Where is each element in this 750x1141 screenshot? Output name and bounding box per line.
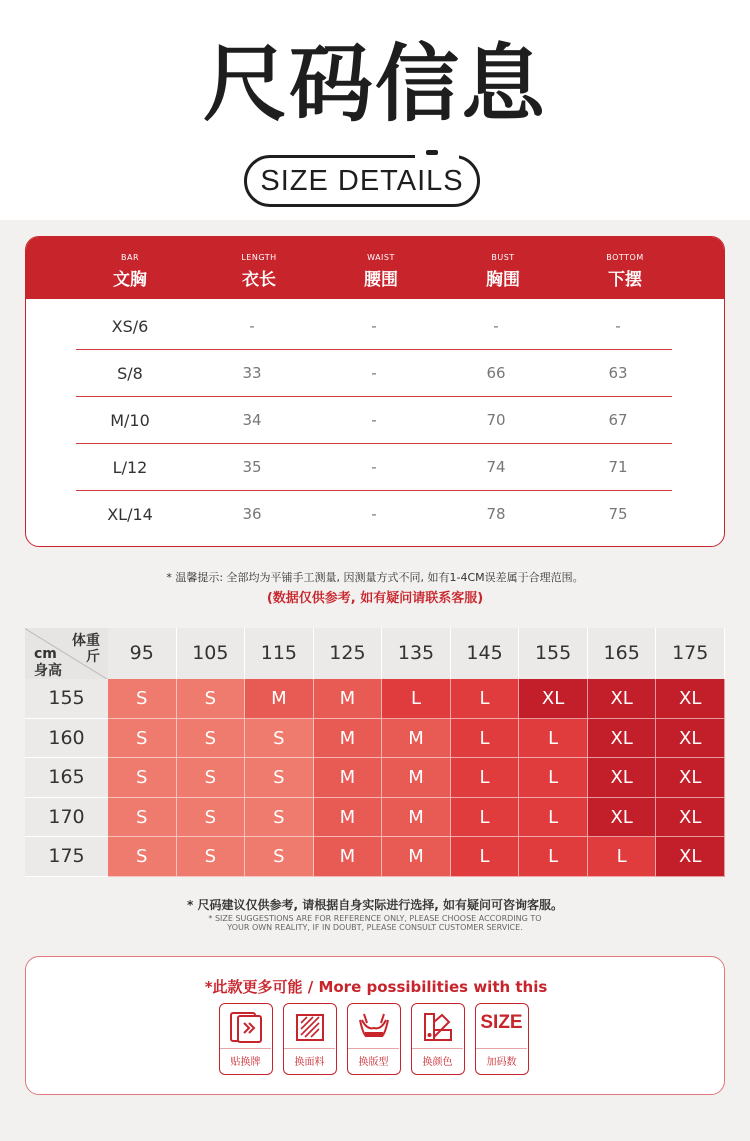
col-bar bbox=[76, 237, 184, 299]
weight-header-cell: 135 bbox=[382, 628, 451, 679]
weight-header-cell: 165 bbox=[588, 628, 657, 679]
size-value-cell: 63 bbox=[608, 364, 628, 382]
size-recommendation-cell: L bbox=[519, 798, 588, 838]
size-value-cell: 36 bbox=[242, 505, 262, 523]
size-recommendation-cell: S bbox=[108, 719, 177, 759]
size-recommendation-cell: XL bbox=[588, 679, 657, 719]
size-label-cell: S/8 bbox=[117, 364, 143, 383]
size-recommendation-cell: XL bbox=[519, 679, 588, 719]
size-recommendation-cell: L bbox=[519, 837, 588, 877]
size-recommendation-cell: XL bbox=[656, 719, 725, 759]
size-recommendation-cell: L bbox=[451, 798, 520, 838]
size-table-row bbox=[76, 350, 672, 397]
size-recommendation-cell: XL bbox=[656, 837, 725, 877]
weight-header-cell: 95 bbox=[108, 628, 177, 679]
size-table-row bbox=[76, 491, 672, 538]
size-recommendation-cell: S bbox=[108, 679, 177, 719]
option-fabric[interactable] bbox=[283, 1003, 337, 1075]
size-recommendation-cell: XL bbox=[588, 798, 657, 838]
corner-height-label: 身高 bbox=[34, 663, 62, 679]
size-recommendation-cell: M bbox=[314, 837, 383, 877]
option-label: 贴换牌 bbox=[230, 1057, 261, 1068]
option-add-size[interactable] bbox=[475, 1003, 529, 1075]
option-label: 换颜色 bbox=[422, 1057, 453, 1068]
size-value-cell: 75 bbox=[608, 505, 628, 523]
suggestion-note-cn: * 尺码建议仅供参考, 请根据自身实际进行选择, 如有疑问可咨询客服。 bbox=[187, 898, 563, 912]
option-color[interactable] bbox=[411, 1003, 465, 1075]
weight-header-cell: 115 bbox=[245, 628, 314, 679]
size-recommendation-cell: S bbox=[177, 837, 246, 877]
option-label: 换面料 bbox=[294, 1057, 325, 1068]
size-value-cell: - bbox=[249, 317, 255, 335]
tag-swap-icon bbox=[229, 1010, 263, 1044]
size-recommendation-cell: S bbox=[245, 719, 314, 759]
chart-corner bbox=[25, 628, 108, 679]
size-recommendation-cell: L bbox=[451, 837, 520, 877]
weight-header-cell: 145 bbox=[451, 628, 520, 679]
size-recommendation-cell: M bbox=[382, 758, 451, 798]
size-recommendation-cell: S bbox=[108, 758, 177, 798]
size-table-row bbox=[76, 444, 672, 491]
size-value-cell: - bbox=[371, 458, 377, 476]
col-length bbox=[198, 237, 320, 299]
size-recommendation-cell: M bbox=[314, 798, 383, 838]
col-bottom-cn: 下摆 bbox=[608, 270, 642, 290]
color-palette-icon bbox=[421, 1010, 455, 1044]
more-title: *此款更多可能 / More possibilities with this bbox=[204, 978, 548, 996]
size-recommendation-cell: L bbox=[451, 679, 520, 719]
size-table-row bbox=[76, 397, 672, 444]
height-header-cell: 165 bbox=[25, 758, 108, 798]
size-value-cell: 34 bbox=[242, 411, 262, 429]
col-waist-cn: 腰围 bbox=[364, 270, 398, 290]
corner-weight-2: 斤 bbox=[86, 649, 100, 665]
size-label-cell: XL/14 bbox=[107, 505, 153, 524]
corner-weight-label bbox=[72, 633, 100, 665]
height-header-cell: 155 bbox=[25, 679, 108, 719]
size-recommendation-cell: S bbox=[245, 758, 314, 798]
col-bust bbox=[442, 237, 564, 299]
size-value-cell: 67 bbox=[608, 411, 628, 429]
size-value-cell: 70 bbox=[486, 411, 506, 429]
size-recommendation-chart bbox=[25, 628, 725, 884]
more-possibilities-card bbox=[25, 956, 725, 1095]
size-recommendation-cell: S bbox=[108, 798, 177, 838]
size-recommendation-cell: L bbox=[451, 719, 520, 759]
size-recommendation-cell: S bbox=[108, 837, 177, 877]
height-header-cell: 160 bbox=[25, 719, 108, 759]
size-value-cell: - bbox=[493, 317, 499, 335]
size-value-cell: - bbox=[371, 505, 377, 523]
option-label: 换版型 bbox=[358, 1057, 389, 1068]
option-shape[interactable] bbox=[347, 1003, 401, 1075]
data-reference-note: (数据仅供参考, 如有疑问请联系客服) bbox=[266, 591, 484, 606]
size-recommendation-cell: L bbox=[519, 719, 588, 759]
size-recommendation-cell: M bbox=[382, 719, 451, 759]
suggestion-note-en-1: * SIZE SUGGESTIONS ARE FOR REFERENCE ONLY, PLEASE CHOOSE ACCORDING TO bbox=[208, 914, 542, 923]
pill-dot-decoration bbox=[426, 150, 438, 155]
weight-header-cell: 175 bbox=[656, 628, 725, 679]
size-text-icon: SIZE bbox=[480, 1012, 523, 1033]
size-table-row bbox=[76, 303, 672, 350]
size-value-cell: 35 bbox=[242, 458, 262, 476]
size-recommendation-cell: S bbox=[177, 679, 246, 719]
suggestion-note-en-2: YOUR OWN REALITY, IF IN DOUBT, PLEASE CONSULT CUSTOMER SERVICE. bbox=[227, 923, 523, 932]
size-table-header bbox=[26, 237, 725, 299]
col-length-cn: 衣长 bbox=[242, 270, 276, 290]
size-recommendation-cell: M bbox=[314, 719, 383, 759]
col-bar-cn: 文胸 bbox=[113, 270, 147, 290]
size-recommendation-cell: M bbox=[245, 679, 314, 719]
col-bottom bbox=[564, 237, 686, 299]
size-recommendation-cell: M bbox=[314, 758, 383, 798]
size-table-card bbox=[25, 236, 725, 547]
weight-header-cell: 155 bbox=[519, 628, 588, 679]
option-separator bbox=[284, 1048, 335, 1049]
size-value-cell: 71 bbox=[608, 458, 628, 476]
size-recommendation-cell: L bbox=[519, 758, 588, 798]
size-recommendation-cell: L bbox=[382, 679, 451, 719]
size-label-cell: L/12 bbox=[112, 458, 148, 477]
col-waist-en: WAIST bbox=[367, 253, 395, 262]
size-recommendation-cell: M bbox=[382, 837, 451, 877]
col-bar-en: BAR bbox=[120, 253, 140, 262]
option-separator bbox=[348, 1048, 399, 1049]
size-recommendation-cell: XL bbox=[656, 679, 725, 719]
weight-header-cell: 105 bbox=[177, 628, 246, 679]
size-value-cell: 66 bbox=[486, 364, 506, 382]
col-waist bbox=[320, 237, 442, 299]
size-recommendation-cell: XL bbox=[588, 719, 657, 759]
size-value-cell: - bbox=[371, 411, 377, 429]
fabric-icon bbox=[293, 1010, 327, 1044]
height-header-cell: 175 bbox=[25, 837, 108, 877]
size-recommendation-cell: S bbox=[177, 758, 246, 798]
size-value-cell: 78 bbox=[486, 505, 506, 523]
corner-cm-label: cm bbox=[34, 646, 57, 662]
col-bust-en: BUST bbox=[491, 253, 515, 262]
page-title: 尺码信息 bbox=[202, 35, 547, 133]
size-recommendation-cell: S bbox=[245, 798, 314, 838]
option-tag-swap[interactable] bbox=[219, 1003, 273, 1075]
size-recommendation-cell: XL bbox=[588, 758, 657, 798]
size-value-cell: 33 bbox=[242, 364, 262, 382]
size-recommendation-cell: S bbox=[177, 798, 246, 838]
size-recommendation-cell: M bbox=[382, 798, 451, 838]
corner-weight-1: 体重 bbox=[72, 633, 100, 649]
size-recommendation-cell: M bbox=[314, 679, 383, 719]
size-recommendation-cell: S bbox=[177, 719, 246, 759]
col-length-en: LENGTH bbox=[241, 253, 277, 262]
size-value-cell: 74 bbox=[486, 458, 506, 476]
col-bottom-en: BOTTOM bbox=[606, 253, 644, 262]
bra-shape-icon bbox=[357, 1010, 391, 1044]
size-value-cell: - bbox=[371, 364, 377, 382]
option-separator bbox=[412, 1048, 463, 1049]
col-bust-cn: 胸围 bbox=[486, 270, 520, 290]
size-recommendation-cell: L bbox=[588, 837, 657, 877]
size-value-cell: - bbox=[615, 317, 621, 335]
option-separator bbox=[476, 1048, 527, 1049]
size-label-cell: M/10 bbox=[110, 411, 150, 430]
suggestion-note-en bbox=[0, 914, 750, 932]
height-header-cell: 170 bbox=[25, 798, 108, 838]
size-recommendation-cell: S bbox=[245, 837, 314, 877]
subtitle-badge: SIZE DETAILS bbox=[244, 155, 480, 207]
measurement-tip: * 温馨提示: 全部均为平铺手工测量, 因测量方式不同, 如有1-4CM误差属于合理范围。 bbox=[166, 571, 584, 584]
size-label-cell: XS/6 bbox=[111, 317, 149, 336]
weight-header-cell: 125 bbox=[314, 628, 383, 679]
size-recommendation-cell: XL bbox=[656, 758, 725, 798]
option-separator bbox=[220, 1048, 271, 1049]
size-value-cell: - bbox=[371, 317, 377, 335]
size-recommendation-cell: XL bbox=[656, 798, 725, 838]
size-recommendation-cell: L bbox=[451, 758, 520, 798]
option-label: 加码数 bbox=[486, 1057, 517, 1068]
